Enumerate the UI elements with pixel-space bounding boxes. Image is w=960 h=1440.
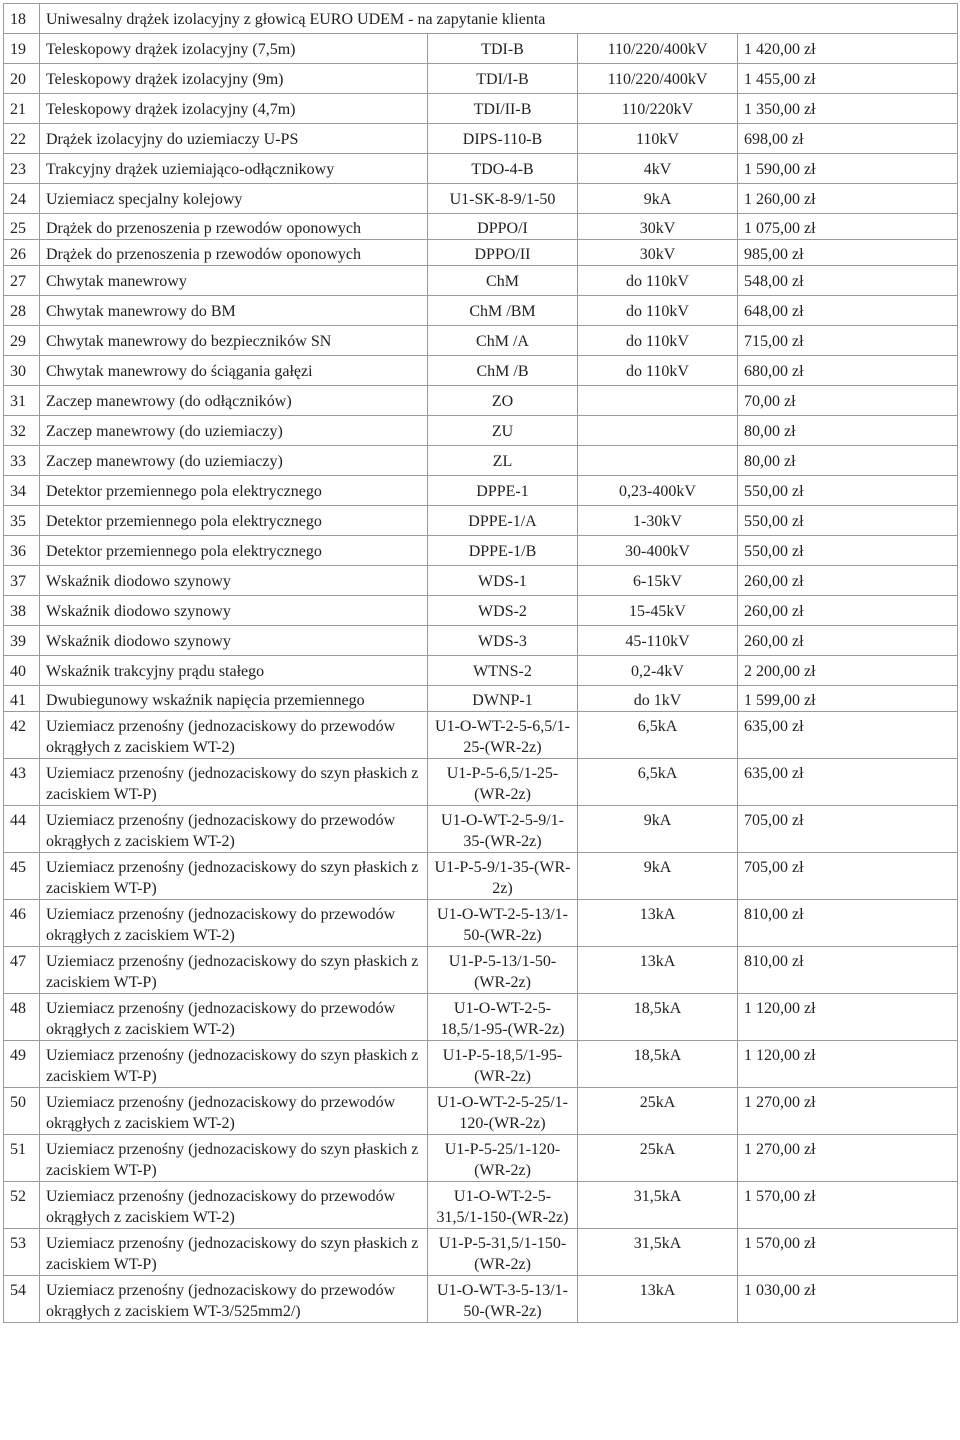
item-voltage: do 110kV [578,326,738,356]
item-name: Uziemiacz przenośny (jednozaciskowy do szyn płaskich z zaciskiem WT-P) [40,1041,428,1088]
item-code: U1-O-WT-2-5-13/1-50-(WR-2z) [428,900,578,947]
row-number: 45 [4,853,40,900]
item-voltage: 6-15kV [578,566,738,596]
item-price: 715,00 zł [738,326,958,356]
table-row [4,1041,958,1088]
item-name: Uziemiacz przenośny (jednozaciskowy do szyn płaskich z zaciskiem WT-P) [40,947,428,994]
item-code: TDI-B [428,34,578,64]
item-price: 1 420,00 zł [738,34,958,64]
table-row [4,386,958,416]
item-code: ChM /A [428,326,578,356]
item-voltage: 6,5kA [578,712,738,759]
item-code: U1-SK-8-9/1-50 [428,184,578,214]
row-number: 50 [4,1088,40,1135]
item-voltage: 25kA [578,1088,738,1135]
item-price: 260,00 zł [738,566,958,596]
item-voltage: 0,23-400kV [578,476,738,506]
item-name: Uziemiacz przenośny (jednozaciskowy do przewodów okrągłych z zaciskiem WT-2) [40,900,428,947]
row-number: 32 [4,416,40,446]
price-list-body [4,4,958,1323]
item-code: U1-P-5-18,5/1-95-(WR-2z) [428,1041,578,1088]
row-number: 43 [4,759,40,806]
item-name: Drążek do przenoszenia p rzewodów oponowych [40,240,428,266]
row-number: 29 [4,326,40,356]
row-number: 30 [4,356,40,386]
row-number: 26 [4,240,40,266]
item-voltage: 31,5kA [578,1229,738,1276]
item-name: Uziemiacz specjalny kolejowy [40,184,428,214]
item-price: 1 350,00 zł [738,94,958,124]
item-code: U1-P-5-25/1-120-(WR-2z) [428,1135,578,1182]
row-number: 28 [4,296,40,326]
item-price: 550,00 zł [738,536,958,566]
item-name: Uziemiacz przenośny (jednozaciskowy do przewodów okrągłych z zaciskiem WT-2) [40,1182,428,1229]
row-number: 53 [4,1229,40,1276]
item-voltage: 6,5kA [578,759,738,806]
table-row [4,566,958,596]
item-voltage: 15-45kV [578,596,738,626]
table-row [4,184,958,214]
row-number: 47 [4,947,40,994]
item-voltage: 110kV [578,124,738,154]
item-price: 985,00 zł [738,240,958,266]
row-number: 48 [4,994,40,1041]
item-code: DPPO/II [428,240,578,266]
item-voltage: 30kV [578,240,738,266]
item-price: 1 075,00 zł [738,214,958,240]
table-row [4,759,958,806]
table-row [4,686,958,712]
item-name: Wskaźnik trakcyjny prądu stałego [40,656,428,686]
item-voltage [578,446,738,476]
table-row [4,1182,958,1229]
row-number: 31 [4,386,40,416]
item-voltage: 110/220/400kV [578,64,738,94]
item-name: Wskaźnik diodowo szynowy [40,626,428,656]
row-number: 25 [4,214,40,240]
item-code: WDS-3 [428,626,578,656]
item-voltage: 31,5kA [578,1182,738,1229]
table-row [4,994,958,1041]
item-price: 80,00 zł [738,416,958,446]
item-name: Zaczep manewrowy (do uziemiaczy) [40,446,428,476]
item-price: 1 570,00 zł [738,1229,958,1276]
row-number: 51 [4,1135,40,1182]
table-row [4,326,958,356]
item-code: U1-P-5-13/1-50-(WR-2z) [428,947,578,994]
row-number: 35 [4,506,40,536]
item-code: WDS-2 [428,596,578,626]
table-row [4,1135,958,1182]
item-code: U1-O-WT-2-5-25/1-120-(WR-2z) [428,1088,578,1135]
item-name: Chwytak manewrowy do ściągania gałęzi [40,356,428,386]
item-price: 705,00 zł [738,806,958,853]
item-price: 548,00 zł [738,266,958,296]
item-name: Uziemiacz przenośny (jednozaciskowy do przewodów okrągłych z zaciskiem WT-2) [40,712,428,759]
row-number: 41 [4,686,40,712]
item-price: 1 260,00 zł [738,184,958,214]
item-price: 260,00 zł [738,596,958,626]
item-voltage: 13kA [578,947,738,994]
item-code: DPPE-1 [428,476,578,506]
item-name: Detektor przemiennego pola elektrycznego [40,536,428,566]
item-voltage: 1-30kV [578,506,738,536]
table-row [4,806,958,853]
item-voltage: 25kA [578,1135,738,1182]
item-price: 550,00 zł [738,476,958,506]
table-row [4,4,958,34]
row-number: 23 [4,154,40,184]
item-name: Chwytak manewrowy do BM [40,296,428,326]
row-number: 34 [4,476,40,506]
item-price: 1 570,00 zł [738,1182,958,1229]
item-voltage: 13kA [578,900,738,947]
row-number: 21 [4,94,40,124]
item-code: WDS-1 [428,566,578,596]
item-code: TDI/II-B [428,94,578,124]
item-code: TDI/I-B [428,64,578,94]
item-name: Trakcyjny drążek uziemiająco-odłącznikowy [40,154,428,184]
table-row [4,656,958,686]
item-code: U1-P-5-9/1-35-(WR-2z) [428,853,578,900]
table-row [4,266,958,296]
table-row [4,596,958,626]
item-voltage: 30-400kV [578,536,738,566]
row-number: 19 [4,34,40,64]
item-voltage: 18,5kA [578,994,738,1041]
table-row [4,536,958,566]
row-number: 20 [4,64,40,94]
item-price: 1 030,00 zł [738,1276,958,1323]
table-row [4,214,958,240]
table-row [4,506,958,536]
table-row [4,34,958,64]
item-name: Uniwesalny drążek izolacyjny z głowicą EURO UDEM - na zapytanie klienta [40,4,958,34]
item-code: ZO [428,386,578,416]
item-price: 260,00 zł [738,626,958,656]
item-voltage: do 110kV [578,296,738,326]
row-number: 18 [4,4,40,34]
item-code: TDO-4-B [428,154,578,184]
item-price: 1 120,00 zł [738,994,958,1041]
row-number: 39 [4,626,40,656]
table-row [4,154,958,184]
item-code: DIPS-110-B [428,124,578,154]
table-row [4,1229,958,1276]
item-name: Teleskopowy drążek izolacyjny (9m) [40,64,428,94]
item-price: 705,00 zł [738,853,958,900]
item-voltage: 9kA [578,853,738,900]
item-voltage: 18,5kA [578,1041,738,1088]
item-voltage [578,386,738,416]
item-name: Uziemiacz przenośny (jednozaciskowy do szyn płaskich z zaciskiem WT-P) [40,759,428,806]
item-price: 648,00 zł [738,296,958,326]
item-price: 635,00 zł [738,759,958,806]
item-name: Drążek izolacyjny do uziemiaczy U-PS [40,124,428,154]
item-code: ChM [428,266,578,296]
item-voltage: 13kA [578,1276,738,1323]
item-price: 810,00 zł [738,947,958,994]
item-code: ChM /BM [428,296,578,326]
item-voltage: 4kV [578,154,738,184]
row-number: 44 [4,806,40,853]
item-price: 1 455,00 zł [738,64,958,94]
item-voltage: 30kV [578,214,738,240]
item-name: Drążek do przenoszenia p rzewodów oponowych [40,214,428,240]
item-name: Dwubiegunowy wskaźnik napięcia przemiennego [40,686,428,712]
item-price: 1 599,00 zł [738,686,958,712]
item-name: Uziemiacz przenośny (jednozaciskowy do przewodów okrągłych z zaciskiem WT-3/525mm2/) [40,1276,428,1323]
table-row [4,626,958,656]
price-list-table [3,3,958,1323]
item-price: 698,00 zł [738,124,958,154]
item-name: Uziemiacz przenośny (jednozaciskowy do przewodów okrągłych z zaciskiem WT-2) [40,1088,428,1135]
row-number: 49 [4,1041,40,1088]
item-name: Detektor przemiennego pola elektrycznego [40,476,428,506]
row-number: 40 [4,656,40,686]
item-voltage: 9kA [578,184,738,214]
item-code: U1-O-WT-2-5-18,5/1-95-(WR-2z) [428,994,578,1041]
item-price: 635,00 zł [738,712,958,759]
item-name: Teleskopowy drążek izolacyjny (7,5m) [40,34,428,64]
table-row [4,446,958,476]
item-code: DPPE-1/A [428,506,578,536]
table-row [4,476,958,506]
table-row [4,947,958,994]
item-code: WTNS-2 [428,656,578,686]
item-voltage: 110/220/400kV [578,34,738,64]
row-number: 27 [4,266,40,296]
item-name: Zaczep manewrowy (do odłączników) [40,386,428,416]
item-voltage: do 110kV [578,266,738,296]
item-voltage: do 1kV [578,686,738,712]
item-name: Wskaźnik diodowo szynowy [40,596,428,626]
item-name: Uziemiacz przenośny (jednozaciskowy do szyn płaskich z zaciskiem WT-P) [40,853,428,900]
row-number: 42 [4,712,40,759]
item-code: DPPE-1/B [428,536,578,566]
row-number: 54 [4,1276,40,1323]
item-code: U1-O-WT-3-5-13/1-50-(WR-2z) [428,1276,578,1323]
item-name: Chwytak manewrowy [40,266,428,296]
item-name: Wskaźnik diodowo szynowy [40,566,428,596]
row-number: 22 [4,124,40,154]
item-name: Uziemiacz przenośny (jednozaciskowy do przewodów okrągłych z zaciskiem WT-2) [40,806,428,853]
row-number: 52 [4,1182,40,1229]
row-number: 46 [4,900,40,947]
row-number: 37 [4,566,40,596]
table-row [4,1088,958,1135]
item-price: 1 270,00 zł [738,1135,958,1182]
item-code: ChM /B [428,356,578,386]
item-name: Detektor przemiennego pola elektrycznego [40,506,428,536]
table-row [4,240,958,266]
item-voltage [578,416,738,446]
item-code: U1-P-5-6,5/1-25-(WR-2z) [428,759,578,806]
item-code: U1-O-WT-2-5-31,5/1-150-(WR-2z) [428,1182,578,1229]
table-row [4,416,958,446]
item-voltage: 110/220kV [578,94,738,124]
table-row [4,712,958,759]
item-price: 80,00 zł [738,446,958,476]
row-number: 24 [4,184,40,214]
item-voltage: 45-110kV [578,626,738,656]
item-name: Chwytak manewrowy do bezpieczników SN [40,326,428,356]
table-row [4,1276,958,1323]
row-number: 38 [4,596,40,626]
row-number: 33 [4,446,40,476]
item-voltage: 9kA [578,806,738,853]
item-name: Uziemiacz przenośny (jednozaciskowy do szyn płaskich z zaciskiem WT-P) [40,1229,428,1276]
table-row [4,356,958,386]
item-price: 1 270,00 zł [738,1088,958,1135]
item-voltage: do 110kV [578,356,738,386]
table-row [4,124,958,154]
item-code: DPPO/I [428,214,578,240]
item-code: U1-O-WT-2-5-9/1-35-(WR-2z) [428,806,578,853]
table-row [4,64,958,94]
item-name: Teleskopowy drążek izolacyjny (4,7m) [40,94,428,124]
item-name: Zaczep manewrowy (do uziemiaczy) [40,416,428,446]
item-price: 680,00 zł [738,356,958,386]
item-code: ZL [428,446,578,476]
item-price: 1 120,00 zł [738,1041,958,1088]
item-voltage: 0,2-4kV [578,656,738,686]
table-row [4,900,958,947]
table-row [4,853,958,900]
table-row [4,296,958,326]
item-code: U1-P-5-31,5/1-150-(WR-2z) [428,1229,578,1276]
table-row [4,94,958,124]
item-name: Uziemiacz przenośny (jednozaciskowy do przewodów okrągłych z zaciskiem WT-2) [40,994,428,1041]
item-code: DWNP-1 [428,686,578,712]
item-price: 1 590,00 zł [738,154,958,184]
item-code: U1-O-WT-2-5-6,5/1-25-(WR-2z) [428,712,578,759]
item-code: ZU [428,416,578,446]
item-price: 810,00 zł [738,900,958,947]
item-price: 550,00 zł [738,506,958,536]
item-price: 70,00 zł [738,386,958,416]
item-price: 2 200,00 zł [738,656,958,686]
row-number: 36 [4,536,40,566]
item-name: Uziemiacz przenośny (jednozaciskowy do szyn płaskich z zaciskiem WT-P) [40,1135,428,1182]
